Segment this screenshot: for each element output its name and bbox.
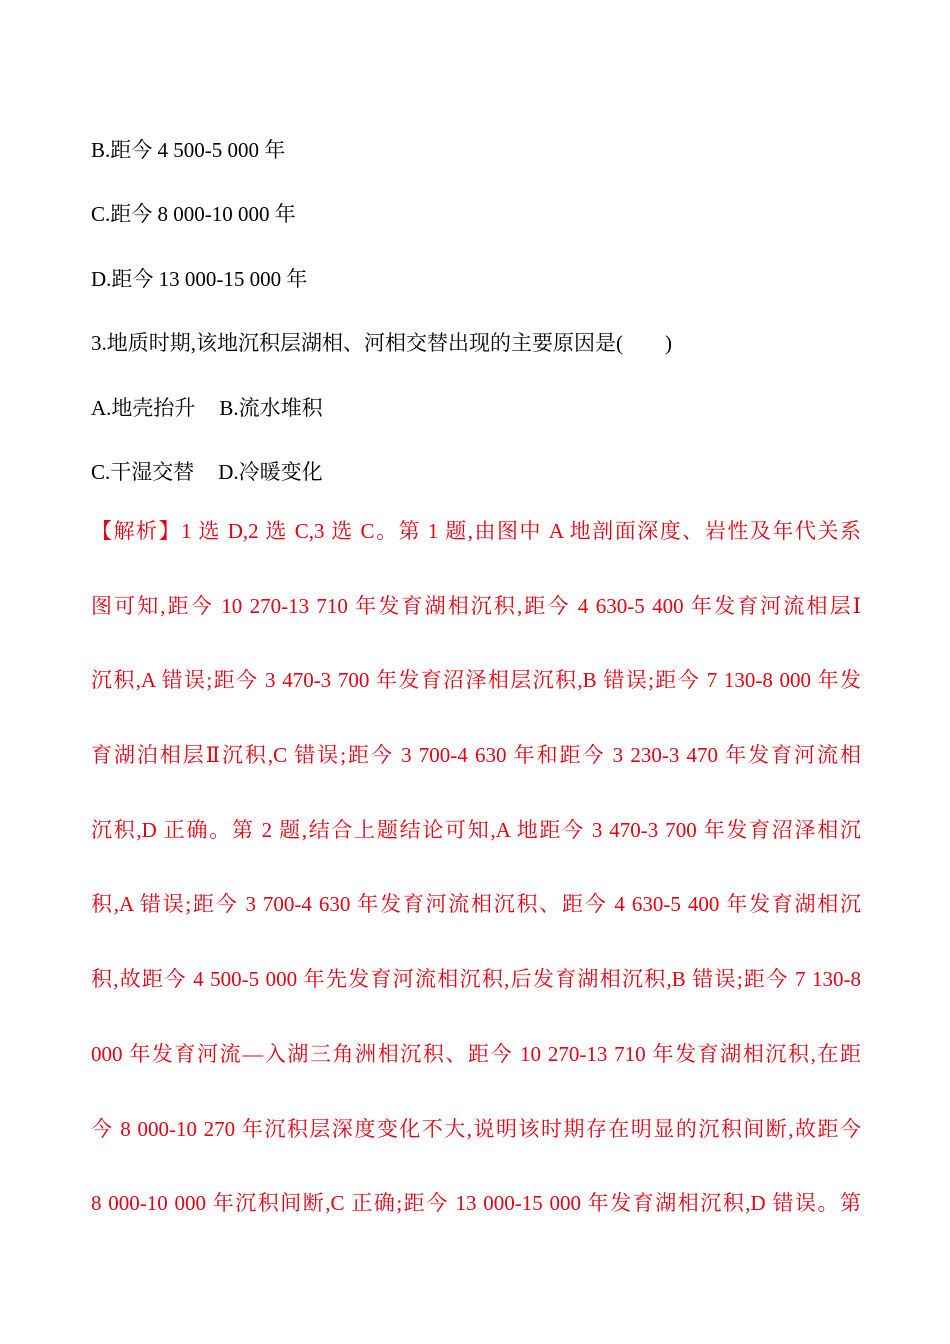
- option-b: B.距今 4 500-5 000 年: [91, 138, 286, 162]
- option-d: D.距今 13 000-15 000 年: [91, 267, 308, 291]
- analysis-line: 图可知,距今 10 270-13 710 年发育湖相沉积,距今 4 630-5 400 年发育河流相层Ⅰ: [91, 593, 861, 618]
- option-c: C.距今 8 000-10 000 年: [91, 202, 296, 226]
- analysis-line: 积,故距今 4 500-5 000 年先发育河流相沉积,后发育湖相沉积,B 错误;距今 7 130-8: [91, 967, 861, 992]
- question-3-options-row-2: [91, 458, 323, 486]
- q3-option-c: C.干湿交替: [91, 460, 195, 484]
- q3-option-b: B.流水堆积: [219, 396, 323, 420]
- analysis-block: [91, 517, 861, 1264]
- analysis-line: 育湖泊相层Ⅱ沉积,C 错误;距今 3 700-4 630 年和距今 3 230-3 470 年发育河流相: [91, 743, 861, 768]
- analysis-line: 【解析】1 选 D,2 选 C,3 选 C。第 1 题,由图中 A 地剖面深度、岩性及年代关系: [91, 519, 861, 543]
- analysis-line: 积,A 错误;距今 3 700-4 630 年发育河流相沉积、距今 4 630-5 400 年发育湖相沉: [91, 892, 861, 917]
- question-3-stem: 3.地质时期,该地沉积层湖相、河相交替出现的主要原因是( ): [91, 331, 672, 355]
- analysis-line: 000 年发育河流—入湖三角洲相沉积、距今 10 270-13 710 年发育湖相沉积,在距: [91, 1041, 861, 1066]
- q3-option-a: A.地壳抬升: [91, 396, 196, 420]
- analysis-line: 沉积,A 错误;距今 3 470-3 700 年发育沼泽相层沉积,B 错误;距今 7 130-8 000 年发: [91, 668, 861, 693]
- question-3-options-row-1: [91, 394, 323, 422]
- analysis-line: 8 000-10 000 年沉积间断,C 正确;距今 13 000-15 000 年发育湖相沉积,D 错误。第: [91, 1191, 861, 1216]
- analysis-line: 沉积,D 正确。第 2 题,结合上题结论可知,A 地距今 3 470-3 700 年发育沼泽相沉: [91, 817, 861, 842]
- q3-option-d: D.冷暖变化: [218, 460, 323, 484]
- analysis-line: 今 8 000-10 270 年沉积层深度变化不大,说明该时期存在明显的沉积间断,故距今: [91, 1116, 861, 1141]
